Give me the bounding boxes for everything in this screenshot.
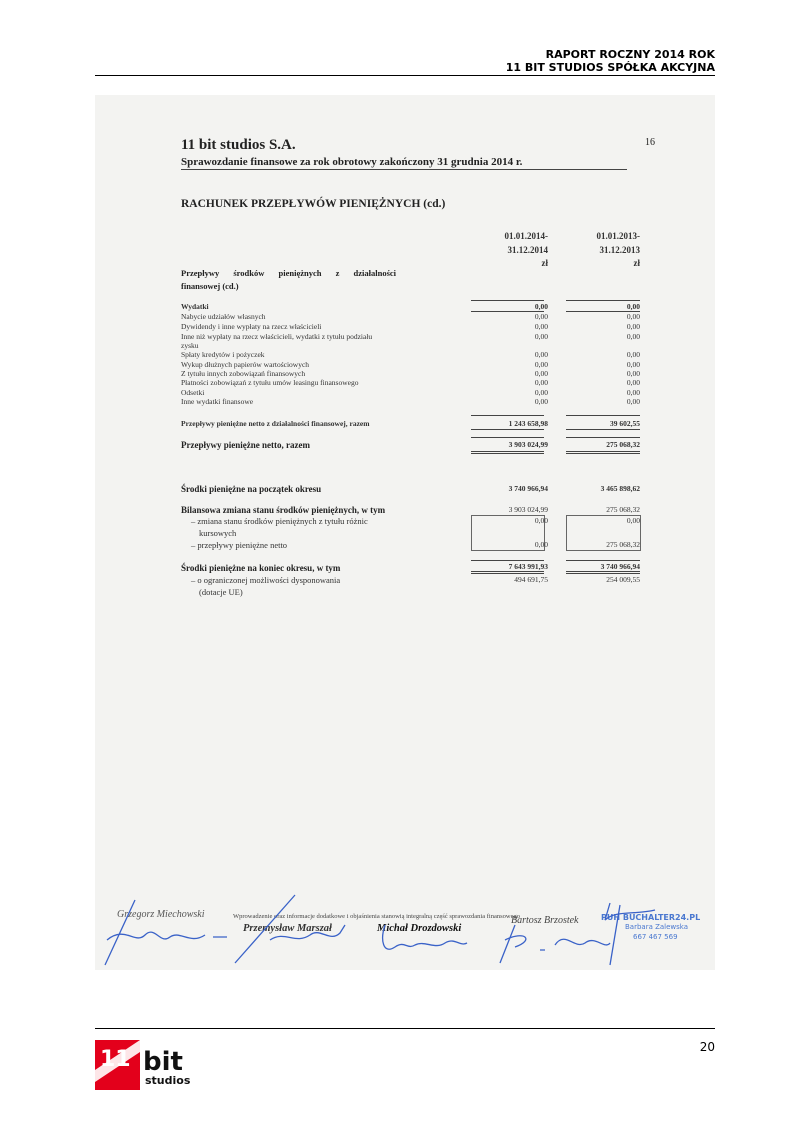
title-underline	[181, 169, 627, 170]
fx-change-value: 0,00	[626, 516, 640, 525]
row-label: Inne niż wypłaty na rzecz właścicieli, wydatki z tytułu podziału	[181, 332, 373, 341]
cash-end-value: 3 740 966,94	[600, 562, 640, 571]
header-rule	[95, 75, 715, 76]
svg-text:11: 11	[100, 1047, 131, 1072]
col2-header: 31.12.2013	[599, 245, 640, 255]
row-label: Nabycie udziałów własnych	[181, 312, 266, 321]
row-value: 0,00	[626, 378, 640, 387]
group-heading: finansowej (cd.)	[181, 281, 239, 291]
row-value: 0,00	[626, 350, 640, 359]
row-value: 0,00	[534, 397, 548, 406]
col1-header: 31.12.2014	[507, 245, 548, 255]
row-label: zysku	[181, 341, 199, 350]
stamp-person: Barbara Zalewska	[625, 923, 689, 931]
restricted-value: 254 009,55	[606, 575, 640, 584]
footer-note: Wprowadzenie oraz informacje dodatkowe i objaśnienia stanowią integralną część sprawozdania finansowego	[233, 913, 520, 920]
company-title: 11 bit studios S.A.	[181, 137, 296, 153]
net-financing-value: 1 243 658,98	[508, 419, 548, 428]
col2-header: 01.01.2013-	[596, 231, 640, 241]
company-name-header: 11 BIT STUDIOS SPÓŁKA AKCYJNA	[505, 61, 715, 74]
statement-subtitle: Sprawozdanie finansowe za rok obrotowy zakończony 31 grudnia 2014 r.	[181, 156, 523, 168]
row-value: 0,00	[626, 332, 640, 341]
row-value: 0,00	[534, 322, 548, 331]
signatory-name: Przemysław Marszał	[243, 923, 332, 934]
net-total-label: Przepływy pieniężne netto, razem	[181, 440, 310, 450]
row-label: Dywidendy i inne wypłaty na rzecz właścicieli	[181, 322, 322, 331]
signatory-name: Bartosz Brzostek	[511, 915, 579, 926]
wydatki-value: 0,00	[626, 302, 640, 311]
row-value: 0,00	[534, 388, 548, 397]
net-flows-label: – przepływy pieniężne netto	[191, 540, 288, 550]
section-title: RACHUNEK PRZEPŁYWÓW PIENIĘŻNYCH (cd.)	[181, 198, 446, 210]
col1-header: 01.01.2014-	[504, 231, 548, 241]
net-flows-value: 0,00	[534, 540, 548, 549]
row-label: Z tytułu innych zobowiązań finansowych	[181, 369, 306, 378]
row-value: 0,00	[534, 360, 548, 369]
row-value: 0,00	[534, 350, 548, 359]
fx-change-label: kursowych	[199, 528, 237, 538]
report-title: RAPORT ROCZNY 2014 ROK	[545, 48, 715, 61]
row-value: 0,00	[626, 312, 640, 321]
row-label: Płatności zobowiązań z tytułu umów leasingu finansowego	[181, 378, 359, 387]
row-label: Odsetki	[181, 388, 205, 397]
col2-unit: zł	[633, 258, 640, 268]
cash-end-value: 7 643 991,93	[508, 562, 548, 571]
balance-change-label: Bilansowa zmiana stanu środków pieniężnych, w tym	[181, 505, 386, 515]
fx-change-value: 0,00	[534, 516, 548, 525]
page-number: 20	[699, 1040, 715, 1054]
row-value: 0,00	[534, 369, 548, 378]
row-label: Wykup dłużnych papierów wartościowych	[181, 360, 310, 369]
footer-rule	[95, 1028, 715, 1029]
row-value: 0,00	[534, 332, 548, 341]
net-total-value: 3 903 024,99	[508, 440, 548, 449]
row-value: 0,00	[626, 397, 640, 406]
balance-change-value: 275 068,32	[606, 505, 640, 514]
wydatki-label: Wydatki	[181, 302, 209, 311]
row-label: Inne wydatki finansowe	[181, 397, 254, 406]
signatory-name: Grzegorz Miechowski	[117, 909, 205, 920]
restricted-label: – o ograniczonej możliwości dysponowania	[191, 575, 341, 585]
col1-unit: zł	[541, 258, 548, 268]
row-value: 0,00	[534, 378, 548, 387]
row-label: Spłaty kredytów i pożyczek	[181, 350, 265, 359]
svg-text:bit: bit	[143, 1047, 183, 1077]
wydatki-value: 0,00	[534, 302, 548, 311]
row-value: 0,00	[626, 388, 640, 397]
signatory-name: Michał Drozdowski	[377, 923, 462, 934]
cash-start-value: 3 465 898,62	[600, 484, 640, 493]
restricted-label: (dotacje UE)	[199, 587, 243, 597]
cash-start-value: 3 740 966,94	[508, 484, 548, 493]
fx-change-label: – zmiana stanu środków pieniężnych z tytułu różnic	[191, 516, 368, 526]
row-value: 0,00	[626, 322, 640, 331]
restricted-value: 494 691,75	[514, 575, 548, 584]
net-flows-value: 275 068,32	[606, 540, 640, 549]
balance-change-value: 3 903 024,99	[508, 505, 548, 514]
stamp-name: PUH BUCHALTER24.PL	[601, 913, 701, 922]
svg-text:studios: studios	[145, 1074, 191, 1087]
cash-start-label: Środki pieniężne na początek okresu	[181, 484, 322, 494]
net-total-value: 275 068,32	[606, 440, 640, 449]
inner-page-number: 16	[645, 137, 655, 148]
signature-scribbles	[95, 885, 715, 970]
cash-end-label: Środki pieniężne na koniec okresu, w tym	[181, 563, 341, 573]
company-logo	[95, 1040, 211, 1095]
net-financing-label: Przepływy pieniężne netto z działalności finansowej, razem	[181, 419, 370, 428]
row-value: 0,00	[534, 312, 548, 321]
group-heading: Przepływy środków pieniężnych z działalności	[181, 268, 397, 278]
row-value: 0,00	[626, 360, 640, 369]
scanned-page	[95, 95, 715, 970]
stamp-phone: 667 467 569	[633, 933, 678, 941]
net-financing-value: 39 602,55	[610, 419, 640, 428]
row-value: 0,00	[626, 369, 640, 378]
